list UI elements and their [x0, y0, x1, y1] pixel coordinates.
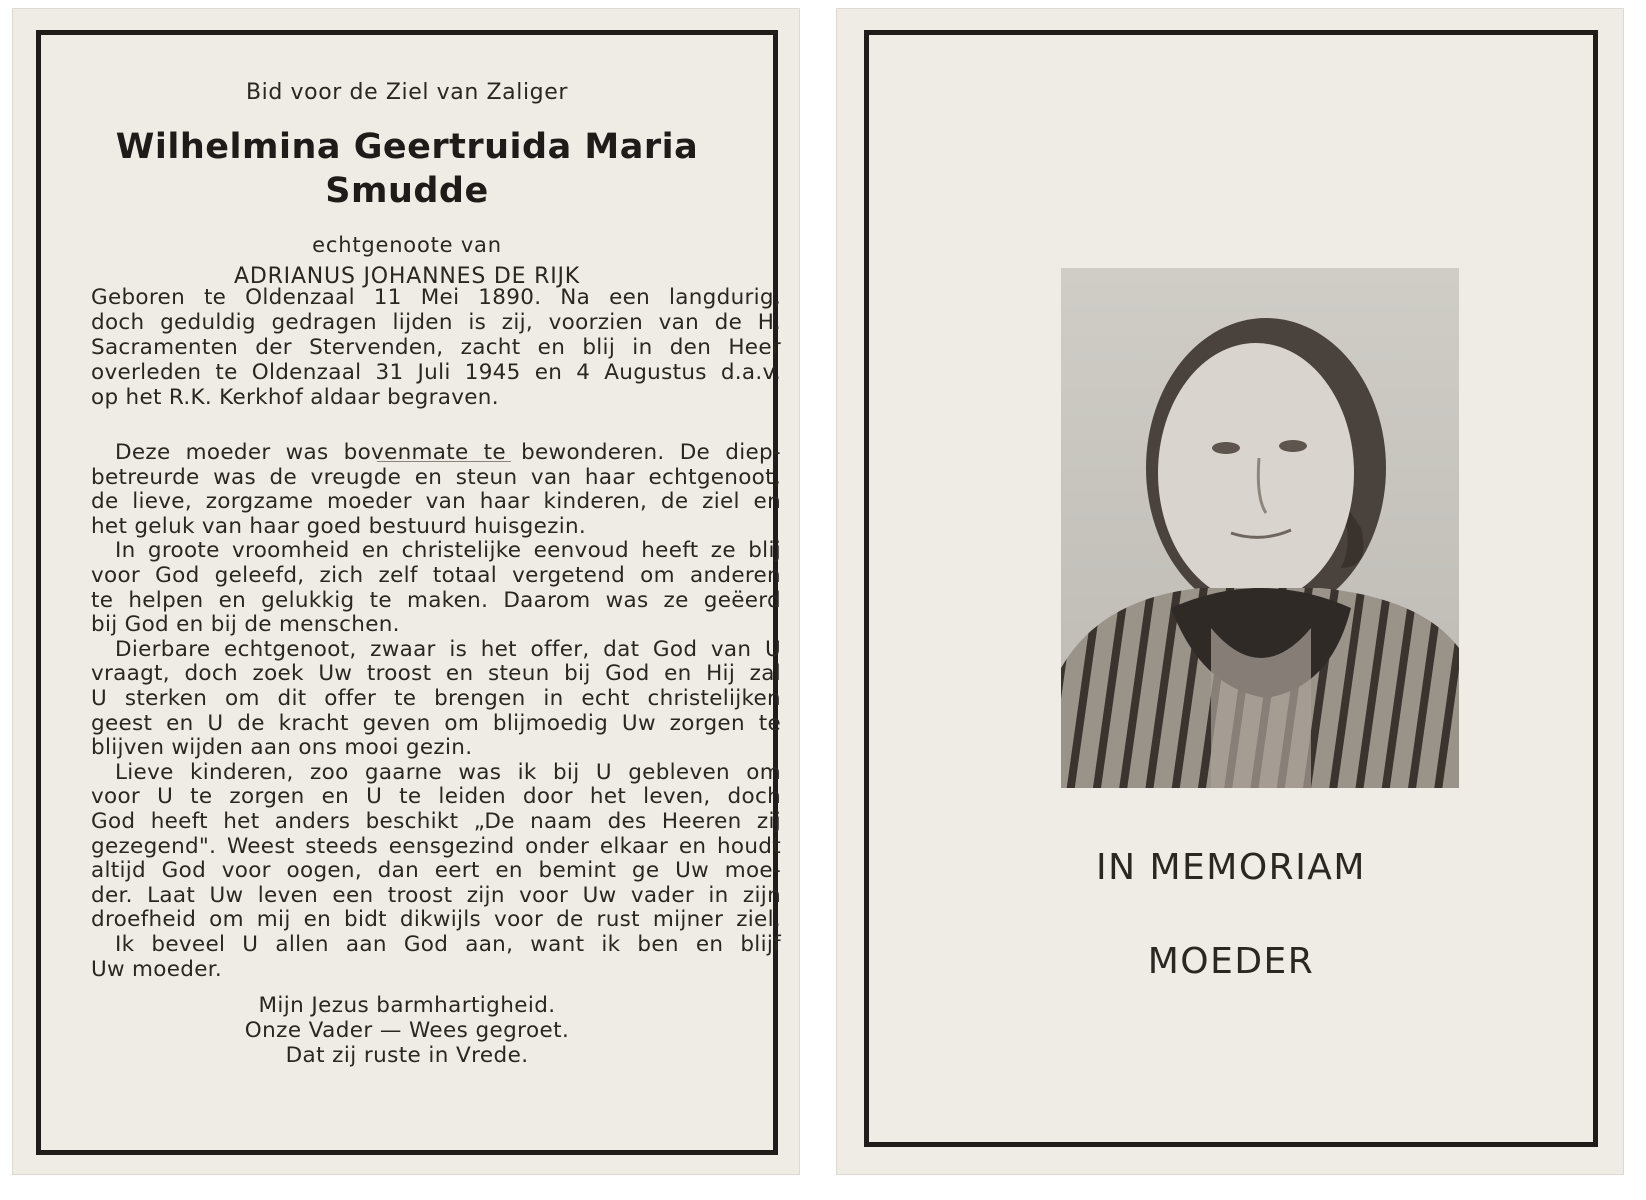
tribute-line: te helpen en gelukkig te maken. Daarom was ze geëerd	[91, 587, 781, 613]
bio-line: Sacramenten der Stervenden, zacht en blij in den Heer	[91, 335, 781, 360]
left-card	[12, 8, 800, 1175]
spouse-name: ADRIANUS JOHANNES DE RIJK	[233, 264, 581, 289]
tribute-line: Dierbare echtgenoot, zwaar is het offer, dat God van U	[115, 636, 781, 662]
deceased-name-line1: Wilhelmina Geertruida Maria	[115, 127, 699, 167]
right-card-frame	[864, 30, 1598, 1147]
tribute-line: Lieve kinderen, zoo gaarne was ik bij U gebleven om	[115, 759, 781, 785]
right-card	[836, 8, 1624, 1175]
in-memoriam-title: IN MEMORIAM	[1095, 847, 1366, 888]
tribute-line: Deze moeder was bovenmate te bewonderen. De diep-	[115, 440, 781, 465]
tribute-line: geest en U de kracht geven om blijmoedig Uw zorgen te	[91, 710, 781, 736]
closing-prayer-line: Mijn Jezus barmhartigheid.	[258, 993, 556, 1018]
bio-line: overleden te Oldenzaal 31 Juli 1945 en 4 Augustus d.a.v.	[91, 360, 781, 385]
portrait-photo	[1061, 268, 1459, 788]
bio-line: Geboren te Oldenzaal 11 Mei 1890. Na een langdurig,	[91, 285, 781, 310]
tribute-line: Uw moeder.	[91, 956, 223, 982]
closing-prayer-line: Dat zij ruste in Vrede.	[285, 1043, 529, 1068]
deceased-name-line2: Smudde	[325, 171, 489, 211]
prayer-header: Bid voor de Ziel van Zaliger	[245, 80, 569, 105]
tribute-line: God heeft het anders beschikt „De naam des Heeren zij	[91, 809, 781, 834]
bio-line: op het R.K. Kerkhof aldaar begraven.	[91, 385, 499, 410]
bio-line: doch geduldig gedragen lijden is zij, voorzien van de H.	[91, 310, 781, 335]
tribute-line: In groote vroomheid en christelijke eenvoud heeft ze blij	[115, 538, 781, 564]
tribute-line: Ik beveel U allen aan God aan, want ik ben en blijf	[115, 932, 781, 957]
tribute-line: droefheid om mij en bidt dikwijls voor de rust mijner ziel.	[91, 907, 781, 933]
tribute-line: voor U te zorgen en U te leiden door het leven, doch	[91, 784, 781, 810]
tribute-line: de lieve, zorgzame moeder van haar kinderen, de ziel en	[91, 489, 781, 515]
tribute-line: der. Laat Uw leven een troost zijn voor Uw vader in zijn	[91, 882, 781, 908]
closing-prayer-line: Onze Vader — Wees gegroet.	[244, 1018, 570, 1043]
tribute-line: het geluk van haar goed bestuurd huisgezin.	[91, 513, 587, 539]
tribute-line: gezegend". Weest steeds eensgezind onder elkaar en houdt	[91, 833, 781, 859]
tribute-line: betreurde was de vreugde en steun van haar echtgenoot,	[91, 464, 781, 490]
tribute-line: bij God en bij de menschen.	[91, 612, 400, 638]
tribute-line: voor God geleefd, zich zelf totaal vergetend om anderen	[91, 563, 781, 588]
spouse-intro: echtgenoote van	[312, 233, 502, 257]
tribute-line: blijven wijden aan ons mooi gezin.	[91, 735, 473, 761]
tribute-line: altijd God voor oogen, dan eert en bemint ge Uw moe-	[91, 858, 781, 884]
left-card-frame	[36, 30, 781, 1155]
moeder-title: MOEDER	[1147, 941, 1315, 982]
tribute-line: U sterken om dit offer te brengen in echt christelijken	[91, 686, 781, 711]
tribute-line: vraagt, doch zoek Uw troost en steun bij God en Hij zal	[91, 661, 781, 687]
